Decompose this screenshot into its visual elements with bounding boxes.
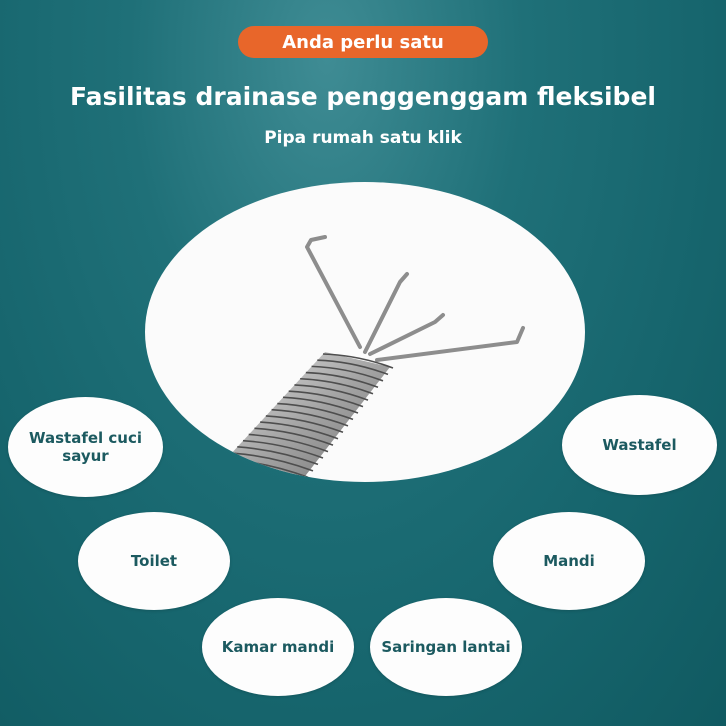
use-case-label: Wastafel — [602, 436, 677, 454]
product-image — [145, 182, 585, 482]
use-case-toilet — [78, 512, 230, 610]
spring-winding — [214, 472, 298, 482]
spring-coil — [205, 352, 390, 482]
use-case-label: Wastafel cuci sayur — [28, 429, 143, 465]
claw-prongs — [307, 237, 523, 360]
page-title: Fasilitas drainase penggenggam fleksibel — [70, 82, 656, 111]
page-subtitle: Pipa rumah satu klik — [264, 128, 462, 148]
use-case-shower — [493, 512, 645, 610]
drain-claw-tool-image — [145, 182, 585, 482]
header-badge: Anda perlu satu — [238, 26, 488, 58]
use-case-label: Saringan lantai — [381, 638, 511, 656]
use-case-bathroom — [202, 598, 354, 696]
use-case-label: Kamar mandi — [221, 638, 335, 656]
use-case-sink — [562, 395, 717, 495]
use-case-label: Mandi — [543, 552, 595, 570]
spring-winding — [209, 478, 293, 482]
use-case-label: Toilet — [130, 552, 178, 570]
use-case-vegetable-sink — [8, 397, 163, 497]
use-case-floor-drain — [370, 598, 522, 696]
